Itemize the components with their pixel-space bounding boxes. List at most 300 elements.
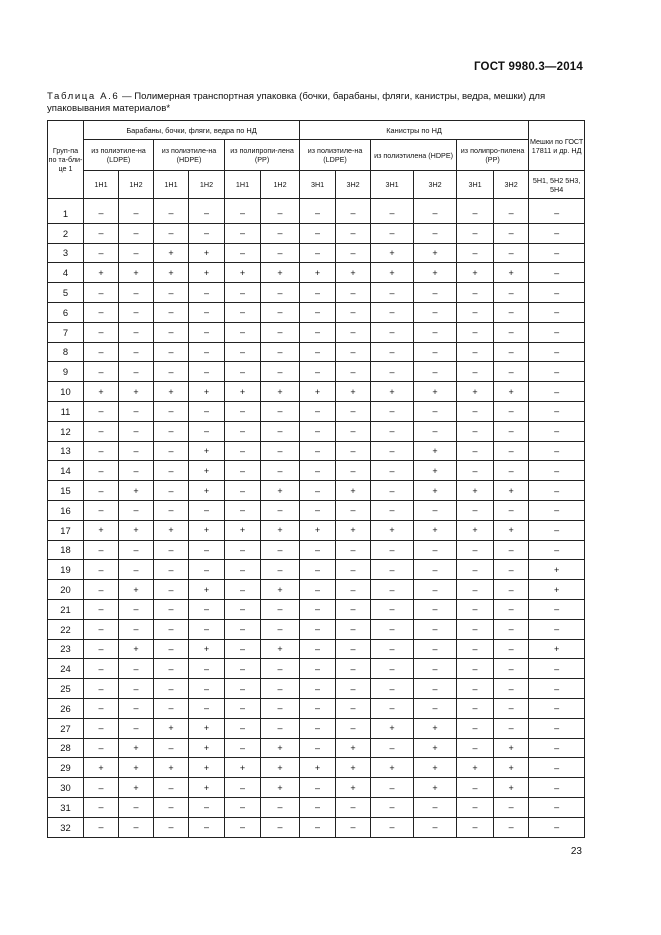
suitability-cell: – bbox=[300, 718, 336, 738]
suitability-cell: – bbox=[336, 223, 371, 243]
suitability-cell: + bbox=[119, 263, 154, 283]
suitability-cell: – bbox=[494, 718, 529, 738]
suitability-cell: – bbox=[119, 421, 154, 441]
suitability-cell: + bbox=[84, 263, 119, 283]
packaging-code-header: 1Н2 bbox=[119, 171, 154, 199]
group-number-cell: 14 bbox=[48, 461, 84, 481]
suitability-cell: – bbox=[457, 540, 494, 560]
suitability-cell: – bbox=[371, 599, 414, 619]
suitability-cell: – bbox=[261, 797, 300, 817]
suitability-cell: – bbox=[119, 441, 154, 461]
suitability-cell: – bbox=[119, 659, 154, 679]
suitability-cell: – bbox=[225, 283, 261, 303]
material-header: из полипропи-лена (PP) bbox=[225, 140, 300, 171]
suitability-cell: – bbox=[261, 441, 300, 461]
suitability-cell: – bbox=[494, 797, 529, 817]
suitability-cell: – bbox=[529, 362, 585, 382]
suitability-cell: – bbox=[225, 401, 261, 421]
suitability-cell: – bbox=[225, 362, 261, 382]
suitability-cell: – bbox=[300, 461, 336, 481]
suitability-cell: – bbox=[414, 342, 457, 362]
suitability-cell: – bbox=[414, 540, 457, 560]
table-row bbox=[48, 223, 585, 243]
suitability-cell: – bbox=[189, 401, 225, 421]
material-header: из полиэтиле-на (LDPE) bbox=[300, 140, 371, 171]
suitability-cell: – bbox=[261, 283, 300, 303]
suitability-cell: + bbox=[414, 441, 457, 461]
table-row bbox=[48, 540, 585, 560]
suitability-cell: – bbox=[189, 421, 225, 441]
suitability-cell: + bbox=[336, 382, 371, 402]
suitability-cell: – bbox=[336, 698, 371, 718]
suitability-cell: – bbox=[189, 698, 225, 718]
suitability-cell: + bbox=[371, 263, 414, 283]
suitability-cell: – bbox=[494, 243, 529, 263]
suitability-cell: – bbox=[84, 619, 119, 639]
suitability-cell: – bbox=[119, 302, 154, 322]
suitability-cell: – bbox=[300, 560, 336, 580]
suitability-cell: – bbox=[119, 243, 154, 263]
suitability-cell: + bbox=[414, 520, 457, 540]
table-row bbox=[48, 421, 585, 441]
suitability-cell: – bbox=[189, 659, 225, 679]
group-number-cell: 12 bbox=[48, 421, 84, 441]
suitability-cell: – bbox=[494, 500, 529, 520]
table-row bbox=[48, 659, 585, 679]
suitability-cell: – bbox=[225, 322, 261, 342]
suitability-cell: – bbox=[371, 362, 414, 382]
suitability-cell: + bbox=[84, 520, 119, 540]
suitability-cell: – bbox=[119, 223, 154, 243]
suitability-cell: – bbox=[457, 223, 494, 243]
suitability-cell: – bbox=[119, 283, 154, 303]
suitability-cell: – bbox=[414, 639, 457, 659]
suitability-cell: – bbox=[494, 223, 529, 243]
suitability-cell: – bbox=[154, 817, 189, 837]
group-number-cell: 23 bbox=[48, 639, 84, 659]
packaging-code-header: 3Н1 bbox=[300, 171, 336, 199]
suitability-cell: – bbox=[84, 342, 119, 362]
suitability-cell: + bbox=[529, 560, 585, 580]
suitability-cell: – bbox=[457, 362, 494, 382]
standard-designation: ГОСТ 9980.3—2014 bbox=[473, 61, 583, 73]
suitability-cell: – bbox=[261, 223, 300, 243]
suitability-cell: – bbox=[225, 540, 261, 560]
suitability-cell: – bbox=[457, 243, 494, 263]
suitability-cell: – bbox=[189, 540, 225, 560]
suitability-cell: + bbox=[261, 639, 300, 659]
suitability-cell: – bbox=[336, 560, 371, 580]
suitability-cell: – bbox=[457, 441, 494, 461]
suitability-cell: + bbox=[414, 778, 457, 798]
suitability-cell: + bbox=[414, 481, 457, 501]
group-number-cell: 24 bbox=[48, 659, 84, 679]
suitability-cell: – bbox=[529, 599, 585, 619]
suitability-cell: – bbox=[154, 461, 189, 481]
suitability-cell: – bbox=[84, 199, 119, 224]
suitability-cell: – bbox=[189, 283, 225, 303]
suitability-cell: – bbox=[414, 619, 457, 639]
suitability-cell: – bbox=[119, 322, 154, 342]
suitability-cell: – bbox=[261, 679, 300, 699]
suitability-cell: – bbox=[261, 698, 300, 718]
suitability-cell: – bbox=[457, 302, 494, 322]
suitability-cell: + bbox=[261, 778, 300, 798]
suitability-cell: – bbox=[225, 461, 261, 481]
suitability-cell: – bbox=[529, 619, 585, 639]
table-row bbox=[48, 382, 585, 402]
suitability-cell: – bbox=[261, 199, 300, 224]
suitability-cell: – bbox=[300, 401, 336, 421]
suitability-cell: + bbox=[300, 758, 336, 778]
suitability-cell: – bbox=[336, 441, 371, 461]
suitability-cell: – bbox=[225, 302, 261, 322]
suitability-cell: – bbox=[154, 481, 189, 501]
table-caption-text: — Полимерная транспортная упаковка (бочки, барабаны, фляги, канистры, ведра, мешки) для упаковывания материалов* bbox=[47, 91, 546, 114]
table-row bbox=[48, 500, 585, 520]
suitability-cell: – bbox=[457, 322, 494, 342]
suitability-cell: – bbox=[457, 659, 494, 679]
suitability-cell: – bbox=[529, 520, 585, 540]
suitability-cell: + bbox=[189, 520, 225, 540]
suitability-cell: – bbox=[529, 401, 585, 421]
suitability-cell: – bbox=[529, 322, 585, 342]
suitability-cell: – bbox=[457, 560, 494, 580]
suitability-cell: – bbox=[300, 698, 336, 718]
suitability-cell: + bbox=[457, 520, 494, 540]
packaging-code-header: 3Н2 bbox=[494, 171, 529, 199]
suitability-cell: + bbox=[414, 738, 457, 758]
suitability-cell: – bbox=[336, 659, 371, 679]
suitability-cell: – bbox=[119, 619, 154, 639]
suitability-cell: – bbox=[84, 302, 119, 322]
suitability-cell: – bbox=[119, 461, 154, 481]
suitability-cell: + bbox=[119, 738, 154, 758]
suitability-cell: – bbox=[225, 738, 261, 758]
suitability-cell: – bbox=[414, 500, 457, 520]
suitability-cell: + bbox=[371, 520, 414, 540]
suitability-cell: – bbox=[225, 421, 261, 441]
suitability-cell: – bbox=[225, 441, 261, 461]
suitability-cell: – bbox=[300, 223, 336, 243]
suitability-cell: – bbox=[119, 500, 154, 520]
suitability-cell: – bbox=[84, 738, 119, 758]
group-number-cell: 17 bbox=[48, 520, 84, 540]
suitability-cell: – bbox=[189, 362, 225, 382]
suitability-cell: + bbox=[119, 639, 154, 659]
suitability-cell: – bbox=[300, 199, 336, 224]
group-number-cell: 25 bbox=[48, 679, 84, 699]
suitability-cell: – bbox=[225, 342, 261, 362]
suitability-cell: – bbox=[300, 639, 336, 659]
suitability-cell: + bbox=[414, 718, 457, 738]
suitability-cell: – bbox=[529, 461, 585, 481]
suitability-cell: – bbox=[84, 322, 119, 342]
suitability-cell: – bbox=[371, 560, 414, 580]
group-number-cell: 13 bbox=[48, 441, 84, 461]
suitability-cell: + bbox=[84, 758, 119, 778]
suitability-cell: – bbox=[371, 223, 414, 243]
suitability-cell: – bbox=[529, 441, 585, 461]
suitability-cell: – bbox=[529, 243, 585, 263]
suitability-cell: + bbox=[529, 580, 585, 600]
suitability-cell: – bbox=[336, 639, 371, 659]
suitability-cell: – bbox=[529, 199, 585, 224]
suitability-cell: + bbox=[336, 481, 371, 501]
suitability-cell: – bbox=[189, 599, 225, 619]
suitability-cell: – bbox=[84, 500, 119, 520]
group-number-cell: 22 bbox=[48, 619, 84, 639]
suitability-cell: – bbox=[300, 302, 336, 322]
suitability-cell: – bbox=[371, 342, 414, 362]
suitability-cell: – bbox=[300, 738, 336, 758]
suitability-cell: + bbox=[371, 243, 414, 263]
suitability-cell: – bbox=[300, 283, 336, 303]
suitability-cell: – bbox=[84, 698, 119, 718]
suitability-cell: – bbox=[457, 679, 494, 699]
suitability-cell: + bbox=[189, 718, 225, 738]
group-number-cell: 30 bbox=[48, 778, 84, 798]
suitability-cell: – bbox=[494, 619, 529, 639]
suitability-cell: – bbox=[189, 342, 225, 362]
suitability-cell: – bbox=[529, 263, 585, 283]
suitability-cell: + bbox=[154, 758, 189, 778]
suitability-cell: – bbox=[154, 199, 189, 224]
table-row bbox=[48, 322, 585, 342]
suitability-cell: + bbox=[189, 461, 225, 481]
suitability-cell: – bbox=[300, 599, 336, 619]
suitability-cell: – bbox=[84, 441, 119, 461]
suitability-cell: + bbox=[261, 382, 300, 402]
material-header: из полиэтиле-на (LDPE) bbox=[84, 140, 154, 171]
suitability-cell: – bbox=[300, 797, 336, 817]
table-row bbox=[48, 817, 585, 837]
suitability-cell: – bbox=[457, 421, 494, 441]
section-header-drums: Барабаны, бочки, фляги, ведра по НД bbox=[84, 121, 300, 140]
suitability-cell: – bbox=[336, 362, 371, 382]
suitability-cell: – bbox=[225, 718, 261, 738]
suitability-cell: – bbox=[154, 738, 189, 758]
suitability-cell: – bbox=[84, 283, 119, 303]
suitability-cell: – bbox=[154, 698, 189, 718]
suitability-cell: – bbox=[84, 461, 119, 481]
suitability-cell: + bbox=[119, 758, 154, 778]
group-number-cell: 4 bbox=[48, 263, 84, 283]
suitability-cell: – bbox=[414, 362, 457, 382]
packaging-code-header: 1Н1 bbox=[84, 171, 119, 199]
suitability-cell: – bbox=[529, 540, 585, 560]
suitability-cell: – bbox=[84, 481, 119, 501]
suitability-cell: + bbox=[189, 481, 225, 501]
suitability-cell: – bbox=[529, 481, 585, 501]
suitability-cell: – bbox=[529, 698, 585, 718]
suitability-cell: – bbox=[84, 778, 119, 798]
suitability-cell: – bbox=[261, 243, 300, 263]
suitability-cell: – bbox=[371, 778, 414, 798]
group-number-cell: 29 bbox=[48, 758, 84, 778]
suitability-cell: – bbox=[261, 659, 300, 679]
suitability-cell: – bbox=[225, 223, 261, 243]
suitability-cell: – bbox=[189, 619, 225, 639]
suitability-cell: – bbox=[84, 659, 119, 679]
suitability-cell: + bbox=[494, 481, 529, 501]
packaging-code-header: 1Н1 bbox=[154, 171, 189, 199]
suitability-cell: – bbox=[336, 401, 371, 421]
group-number-cell: 31 bbox=[48, 797, 84, 817]
suitability-cell: – bbox=[336, 817, 371, 837]
suitability-cell: + bbox=[189, 243, 225, 263]
material-header: из полипро-пилена (PP) bbox=[457, 140, 529, 171]
table-row bbox=[48, 263, 585, 283]
suitability-cell: – bbox=[300, 679, 336, 699]
suitability-cell: – bbox=[300, 580, 336, 600]
suitability-cell: – bbox=[119, 718, 154, 738]
suitability-cell: – bbox=[154, 540, 189, 560]
suitability-cell: – bbox=[154, 778, 189, 798]
suitability-cell: – bbox=[529, 797, 585, 817]
suitability-cell: – bbox=[529, 421, 585, 441]
suitability-cell: – bbox=[414, 599, 457, 619]
suitability-cell: + bbox=[414, 382, 457, 402]
suitability-cell: – bbox=[414, 659, 457, 679]
suitability-cell: – bbox=[529, 283, 585, 303]
suitability-cell: – bbox=[336, 199, 371, 224]
suitability-cell: + bbox=[371, 382, 414, 402]
suitability-cell: – bbox=[371, 540, 414, 560]
suitability-cell: – bbox=[225, 500, 261, 520]
table-row bbox=[48, 481, 585, 501]
suitability-cell: – bbox=[154, 322, 189, 342]
suitability-cell: – bbox=[225, 580, 261, 600]
suitability-cell: – bbox=[529, 302, 585, 322]
suitability-cell: – bbox=[189, 199, 225, 224]
packaging-code-header: 1Н2 bbox=[261, 171, 300, 199]
suitability-cell: + bbox=[119, 778, 154, 798]
suitability-cell: – bbox=[154, 421, 189, 441]
suitability-cell: – bbox=[225, 797, 261, 817]
group-number-cell: 11 bbox=[48, 401, 84, 421]
suitability-cell: + bbox=[494, 758, 529, 778]
suitability-cell: – bbox=[494, 599, 529, 619]
suitability-cell: + bbox=[154, 520, 189, 540]
suitability-cell: + bbox=[300, 263, 336, 283]
suitability-cell: – bbox=[494, 322, 529, 342]
suitability-cell: – bbox=[225, 619, 261, 639]
suitability-cell: – bbox=[494, 580, 529, 600]
suitability-cell: – bbox=[84, 243, 119, 263]
suitability-cell: + bbox=[225, 520, 261, 540]
suitability-cell: – bbox=[529, 659, 585, 679]
suitability-cell: – bbox=[414, 199, 457, 224]
suitability-cell: – bbox=[261, 817, 300, 837]
suitability-cell: – bbox=[261, 362, 300, 382]
suitability-cell: + bbox=[336, 263, 371, 283]
suitability-cell: – bbox=[154, 679, 189, 699]
suitability-cell: – bbox=[84, 223, 119, 243]
table-row bbox=[48, 758, 585, 778]
suitability-cell: – bbox=[154, 599, 189, 619]
suitability-cell: – bbox=[119, 560, 154, 580]
suitability-cell: – bbox=[457, 283, 494, 303]
group-number-cell: 6 bbox=[48, 302, 84, 322]
suitability-cell: + bbox=[154, 718, 189, 738]
suitability-cell: + bbox=[189, 738, 225, 758]
suitability-cell: – bbox=[457, 738, 494, 758]
suitability-cell: – bbox=[300, 778, 336, 798]
suitability-cell: – bbox=[84, 580, 119, 600]
table-row bbox=[48, 199, 585, 224]
suitability-cell: – bbox=[225, 481, 261, 501]
suitability-cell: + bbox=[336, 758, 371, 778]
suitability-cell: – bbox=[261, 540, 300, 560]
suitability-cell: – bbox=[414, 223, 457, 243]
suitability-cell: – bbox=[336, 243, 371, 263]
suitability-cell: – bbox=[225, 560, 261, 580]
suitability-cell: – bbox=[529, 342, 585, 362]
suitability-cell: – bbox=[119, 698, 154, 718]
suitability-cell: – bbox=[300, 619, 336, 639]
suitability-cell: – bbox=[494, 639, 529, 659]
suitability-cell: – bbox=[189, 223, 225, 243]
suitability-cell: – bbox=[261, 421, 300, 441]
suitability-cell: + bbox=[154, 382, 189, 402]
suitability-cell: – bbox=[457, 698, 494, 718]
suitability-cell: – bbox=[119, 362, 154, 382]
suitability-cell: – bbox=[371, 659, 414, 679]
suitability-cell: – bbox=[494, 679, 529, 699]
suitability-cell: – bbox=[261, 500, 300, 520]
suitability-cell: – bbox=[84, 362, 119, 382]
suitability-cell: – bbox=[371, 401, 414, 421]
suitability-cell: + bbox=[189, 263, 225, 283]
suitability-cell: – bbox=[154, 342, 189, 362]
group-number-cell: 5 bbox=[48, 283, 84, 303]
group-number-cell: 9 bbox=[48, 362, 84, 382]
suitability-cell: – bbox=[336, 619, 371, 639]
suitability-cell: – bbox=[189, 500, 225, 520]
suitability-cell: – bbox=[457, 401, 494, 421]
packaging-code-header: 3Н2 bbox=[414, 171, 457, 199]
suitability-cell: – bbox=[457, 580, 494, 600]
suitability-cell: – bbox=[300, 421, 336, 441]
suitability-cell: + bbox=[189, 382, 225, 402]
packaging-code-header: 3Н2 bbox=[336, 171, 371, 199]
suitability-cell: – bbox=[336, 500, 371, 520]
suitability-cell: + bbox=[494, 520, 529, 540]
suitability-cell: + bbox=[414, 263, 457, 283]
suitability-cell: – bbox=[494, 540, 529, 560]
table-row bbox=[48, 718, 585, 738]
suitability-cell: – bbox=[529, 778, 585, 798]
suitability-cell: – bbox=[336, 797, 371, 817]
suitability-cell: + bbox=[119, 382, 154, 402]
suitability-cell: – bbox=[529, 718, 585, 738]
suitability-cell: – bbox=[154, 223, 189, 243]
suitability-cell: – bbox=[225, 679, 261, 699]
suitability-cell: + bbox=[261, 520, 300, 540]
suitability-cell: – bbox=[84, 560, 119, 580]
suitability-cell: + bbox=[457, 263, 494, 283]
suitability-cell: – bbox=[457, 778, 494, 798]
suitability-cell: – bbox=[414, 283, 457, 303]
suitability-cell: – bbox=[494, 401, 529, 421]
table-row bbox=[48, 342, 585, 362]
packaging-code-header: 1Н2 bbox=[189, 171, 225, 199]
suitability-cell: – bbox=[371, 461, 414, 481]
suitability-cell: + bbox=[414, 758, 457, 778]
group-number-cell: 19 bbox=[48, 560, 84, 580]
table-row bbox=[48, 283, 585, 303]
